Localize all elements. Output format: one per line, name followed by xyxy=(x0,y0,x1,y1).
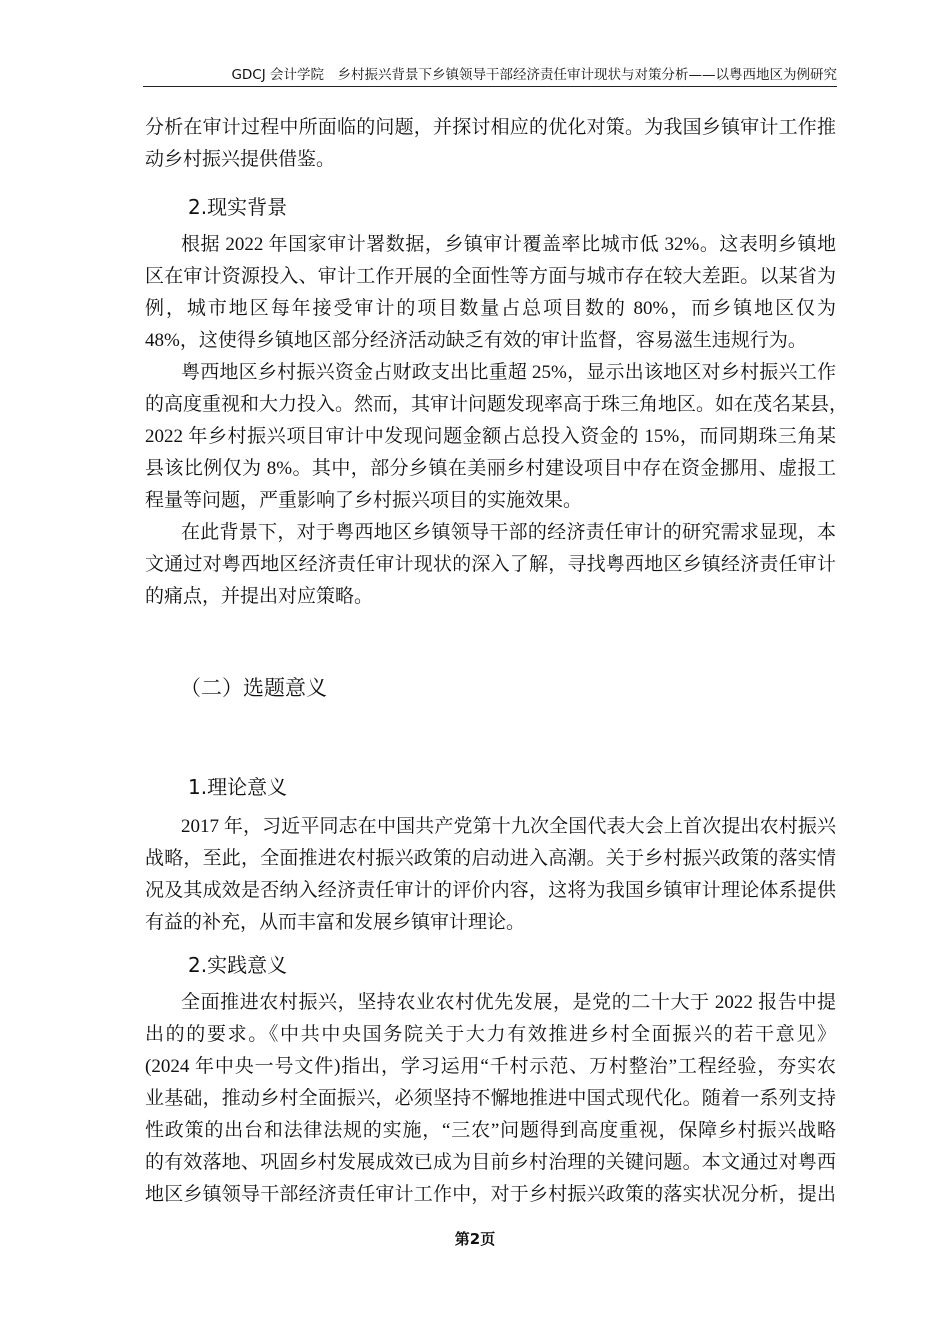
paragraph-line: (2024 年中央一号文件)指出，学习运用“千村示范、万村整治”工程经验，夯实农 xyxy=(145,1056,836,1077)
paragraph-line: 况及其成效是否纳入经济责任审计的评价内容，这将为我国乡镇审计理论体系提供 xyxy=(145,880,836,901)
paragraph-line: 县该比例仅为 8%。其中，部分乡镇在美丽乡村建设项目中存在资金挪用、虚报工 xyxy=(145,458,836,479)
section-heading: 1.理论意义 xyxy=(188,775,288,799)
paragraph-line: 在此背景下，对于粤西地区乡镇领导干部的经济责任审计的研究需求显现，本 xyxy=(181,522,836,543)
page-number: 第2页 xyxy=(454,1230,496,1248)
section-heading: （二）选题意义 xyxy=(180,676,327,700)
paragraph-line: 程量等问题，严重影响了乡村振兴项目的实施效果。 xyxy=(145,490,583,511)
section-heading: 2.实践意义 xyxy=(188,953,288,977)
paragraph-line: 例，城市地区每年接受审计的项目数量占总项目数的 80%，而乡镇地区仅为 xyxy=(145,298,836,319)
paragraph-line: 业基础，推动乡村全面振兴，必须坚持不懈地推进中国式现代化。随着一系列支持 xyxy=(145,1088,836,1109)
paragraph-line: 2022 年乡村振兴项目审计中发现问题金额占总投入资金的 15%，而同期珠三角某 xyxy=(145,426,836,447)
section-heading: 2.现实背景 xyxy=(188,195,288,219)
paragraph-line: 有益的补充，从而丰富和发展乡镇审计理论。 xyxy=(145,912,526,933)
paragraph-line: 的有效落地、巩固乡村发展成效已成为目前乡村治理的关键问题。本文通过对粤西 xyxy=(145,1152,836,1173)
paragraph-line: 全面推进农村振兴，坚持农业农村优先发展，是党的二十大于 2022 报告中提 xyxy=(181,992,836,1013)
paragraph-line: 性政策的出台和法律法规的实施，“三农”问题得到高度重视，保障乡村振兴战略 xyxy=(145,1120,836,1141)
paragraph-line: 动乡村振兴提供借鉴。 xyxy=(145,149,336,170)
paragraph-line: 根据 2022 年国家审计署数据，乡镇审计覆盖率比城市低 32%。这表明乡镇地 xyxy=(181,234,836,255)
paragraph-line: 的痛点，并提出对应策略。 xyxy=(145,586,374,607)
paragraph-line: 战略，至此，全面推进农村振兴政策的启动进入高潮。关于乡村振兴政策的落实情 xyxy=(145,848,836,869)
paragraph-line: 的高度重视和大力投入。然而，其审计问题发现率高于珠三角地区。如在茂名某县， xyxy=(145,394,849,415)
paragraph-line: 48%，这使得乡镇地区部分经济活动缺乏有效的审计监督，容易滋生违规行为。 xyxy=(145,330,807,351)
paragraph-line: 分析在审计过程中所面临的问题，并探讨相应的优化对策。为我国乡镇审计工作推 xyxy=(145,117,836,138)
paragraph-line: 区在审计资源投入、审计工作开展的全面性等方面与城市存在较大差距。以某省为 xyxy=(145,266,836,287)
paragraph-line: 2017 年，习近平同志在中国共产党第十九次全国代表大会上首次提出农村振兴 xyxy=(181,816,836,837)
paragraph-line: 地区乡镇领导干部经济责任审计工作中，对于乡村振兴政策的落实状况分析，提出 xyxy=(145,1184,836,1205)
running-header: GDCJ 会计学院 乡村振兴背景下乡镇领导干部经济责任审计现状与对策分析——以粤西地区为例研究 xyxy=(143,64,837,87)
paragraph-line: 粤西地区乡村振兴资金占财政支出比重超 25%，显示出该地区对乡村振兴工作 xyxy=(181,362,836,383)
paragraph-line: 文通过对粤西地区经济责任审计现状的深入了解，寻找粤西地区乡镇经济责任审计 xyxy=(145,554,836,575)
paragraph-line: 出的的要求。《中共中央国务院关于大力有效推进乡村全面振兴的若干意见》 xyxy=(145,1024,836,1045)
